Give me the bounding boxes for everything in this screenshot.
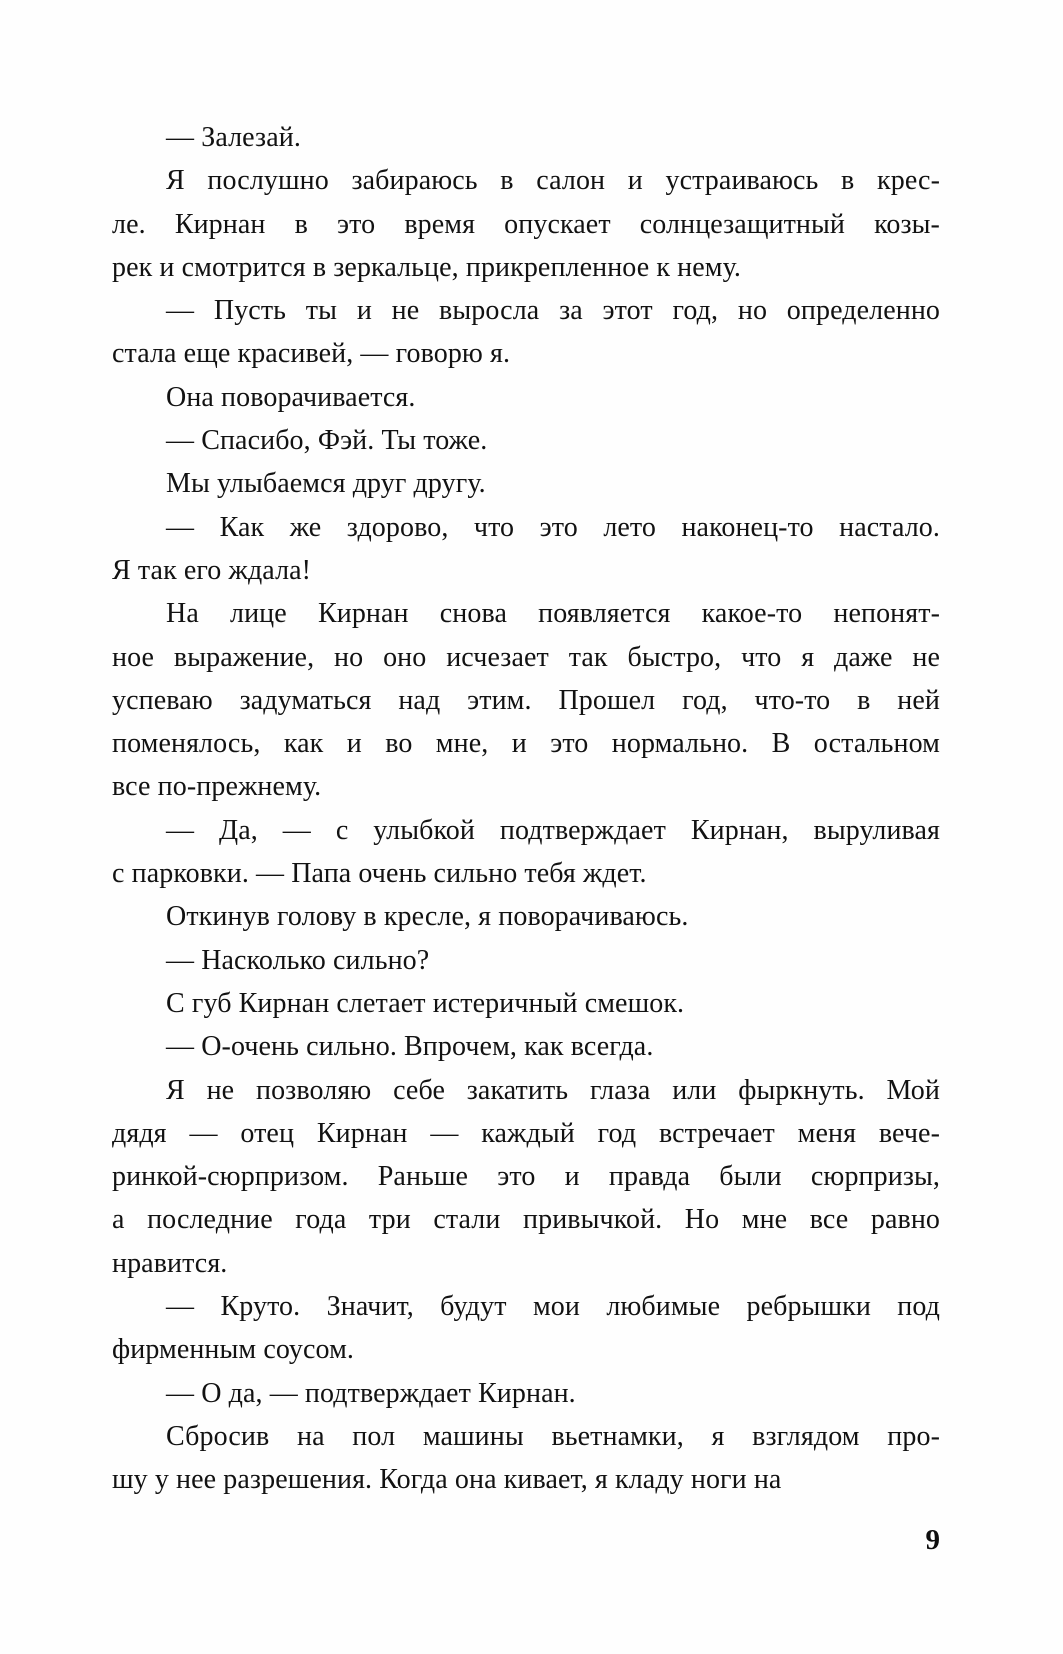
paragraph (112, 376, 940, 419)
text-line: — О да, — подтверждает Кирнан. (166, 1377, 576, 1409)
text-line: а последние года три стали привычкой. Но мне все равно (112, 1204, 940, 1236)
text-line: Я послушно забираюсь в салон и устраиваюсь в крес- (166, 165, 940, 197)
text-line: — Пусть ты и не выросла за этот год, но определенно (166, 295, 940, 327)
paragraph (112, 809, 940, 896)
paragraph (112, 982, 940, 1025)
text-line: дядя — отец Кирнан — каждый год встречает меня вече- (112, 1117, 940, 1149)
page-number: 9 (925, 1524, 940, 1556)
paragraph (112, 462, 940, 505)
text-line: стала еще красивей, — говорю я. (112, 338, 511, 370)
paragraph (112, 592, 940, 808)
text-line: — Как же здорово, что это лето наконец-то настало. (166, 511, 940, 543)
text-line: Мы улыбаемся друг другу. (166, 468, 486, 500)
paragraph (112, 1069, 940, 1285)
text-line: С губ Кирнан слетает истеричный смешок. (166, 987, 685, 1019)
text-line: поменялось, как и во мне, и это нормально. В остальном (112, 728, 940, 760)
text-line: нравится. (112, 1247, 228, 1279)
text-line: ринкой-сюрпризом. Раньше это и правда были сюрпризы, (112, 1161, 940, 1193)
paragraph (112, 1415, 940, 1502)
paragraph (112, 419, 940, 462)
text-line: фирменным соусом. (112, 1334, 355, 1366)
text-line: ле. Кирнан в это время опускает солнцезащитный козы- (112, 208, 940, 240)
paragraph (112, 1025, 940, 1068)
page-text (112, 116, 940, 1502)
text-line: — О-очень сильно. Впрочем, как всегда. (166, 1031, 654, 1063)
paragraph (112, 159, 940, 289)
text-line: — Залезай. (166, 122, 301, 153)
text-line: Она поворачивается. (166, 381, 416, 413)
text-line: — Насколько сильно? (166, 944, 430, 976)
paragraph (112, 1285, 940, 1372)
text-line: Откинув голову в кресле, я поворачиваюсь. (166, 901, 689, 933)
text-line: — Круто. Значит, будут мои любимые ребрышки под (166, 1291, 940, 1323)
text-line: успеваю задуматься над этим. Прошел год, что-то в ней (112, 684, 940, 716)
text-line: Сбросив на пол машины вьетнамки, я взглядом про- (166, 1420, 940, 1452)
text-line: Я не позволяю себе закатить глаза или фыркнуть. Мой (166, 1074, 940, 1106)
paragraph (112, 116, 940, 159)
paragraph (112, 289, 940, 376)
text-line: ное выражение, но оно исчезает так быстро, что я даже не (112, 641, 940, 673)
text-line: Я так его ждала! (112, 554, 312, 586)
paragraph (112, 506, 940, 593)
text-line: шу у нее разрешения. Когда она кивает, я кладу ноги на (112, 1464, 782, 1496)
paragraph (112, 1372, 940, 1415)
paragraph (112, 939, 940, 982)
text-line: с парковки. — Папа очень сильно тебя ждет. (112, 858, 647, 890)
text-line: рек и смотрится в зеркальце, прикрепленное к нему. (112, 251, 742, 283)
text-line: — Спасибо, Фэй. Ты тоже. (166, 425, 488, 457)
text-line: — Да, — с улыбкой подтверждает Кирнан, выруливая (166, 814, 940, 846)
paragraph (112, 895, 940, 938)
text-line: все по-прежнему. (112, 771, 322, 803)
text-line: На лице Кирнан снова появляется какое-то непонят- (166, 598, 940, 630)
